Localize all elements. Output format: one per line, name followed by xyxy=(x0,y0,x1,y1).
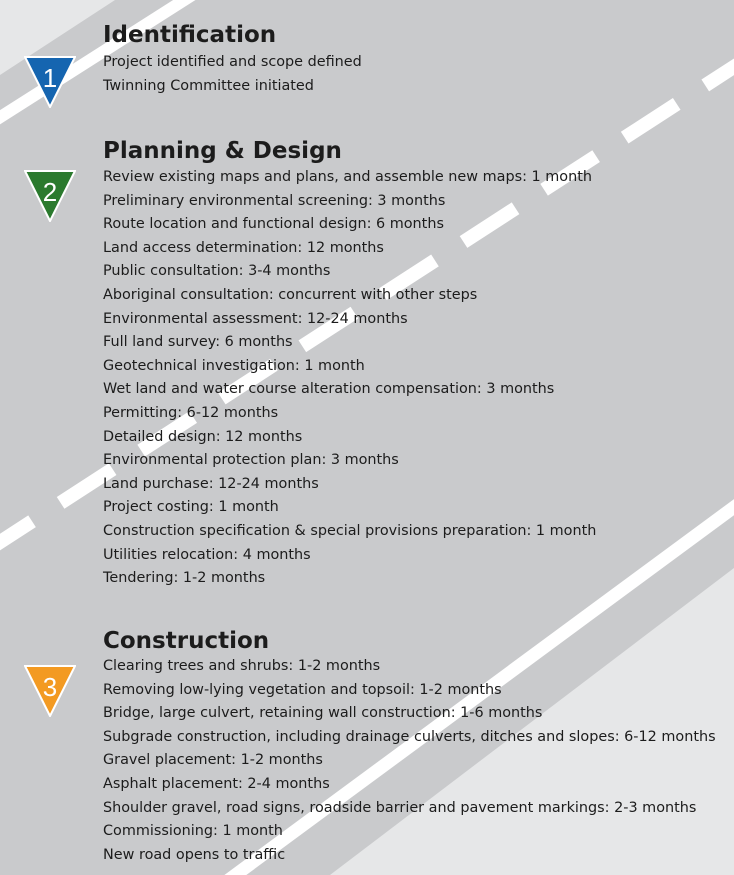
list-item: Review existing maps and plans, and assemble new maps: 1 month xyxy=(103,169,592,185)
stage-1-number: 1 xyxy=(42,63,58,93)
list-item: New road opens to traffic xyxy=(103,846,286,863)
stage-1-badge-icon xyxy=(24,56,76,108)
list-item: Public consultation: 3-4 months xyxy=(103,263,331,280)
list-item: Preliminary environmental screening: 3 months xyxy=(103,192,446,209)
list-item: Commissioning: 1 month xyxy=(103,823,283,840)
stage-2-badge-icon xyxy=(24,170,76,222)
list-item: Project identified and scope defined xyxy=(103,54,362,70)
list-item: Clearing trees and shrubs: 1-2 months xyxy=(103,658,381,674)
stage-3-title: Construction xyxy=(103,628,270,654)
list-item: Detailed design: 12 months xyxy=(103,428,303,445)
list-item: Subgrade construction, including drainage culverts, ditches and slopes: 6-12 months xyxy=(103,728,716,745)
stage-2-title: Planning & Design xyxy=(103,138,342,164)
list-item: Environmental assessment: 12-24 months xyxy=(103,310,408,327)
list-item: Twinning Committee initiated xyxy=(103,77,314,94)
list-item: Asphalt placement: 2-4 months xyxy=(103,775,330,792)
list-item: Permitting: 6-12 months xyxy=(103,404,279,421)
list-item: Aboriginal consultation: concurrent with other steps xyxy=(103,286,478,303)
stage-2-list xyxy=(103,166,596,591)
list-item: Tendering: 1-2 months xyxy=(103,570,266,587)
list-item: Gravel placement: 1-2 months xyxy=(103,752,323,769)
list-item: Full land survey: 6 months xyxy=(103,334,293,351)
list-item: Project costing: 1 month xyxy=(103,499,279,516)
list-item: Shoulder gravel, road signs, roadside barrier and pavement markings: 2-3 months xyxy=(103,799,697,816)
list-item: Wet land and water course alteration compensation: 3 months xyxy=(103,381,555,398)
stage-3-number: 3 xyxy=(42,672,58,702)
stage-1-title: Identification xyxy=(103,22,277,48)
list-item: Bridge, large culvert, retaining wall construction: 1-6 months xyxy=(103,705,543,722)
list-item: Land access determination: 12 months xyxy=(103,239,384,256)
stage-2-number: 2 xyxy=(42,177,58,207)
list-item: Environmental protection plan: 3 months xyxy=(103,452,399,469)
list-item: Land purchase: 12-24 months xyxy=(103,475,319,492)
list-item: Utilities relocation: 4 months xyxy=(103,546,311,563)
stage-3-list xyxy=(103,655,716,867)
list-item: Geotechnical investigation: 1 month xyxy=(103,357,365,374)
list-item: Construction specification & special provisions preparation: 1 month xyxy=(103,522,597,539)
stage-1-list xyxy=(103,51,362,98)
stage-3-badge-icon xyxy=(24,665,76,717)
list-item: Removing low-lying vegetation and topsoil: 1-2 months xyxy=(103,681,502,698)
list-item: Route location and functional design: 6 months xyxy=(103,216,444,233)
